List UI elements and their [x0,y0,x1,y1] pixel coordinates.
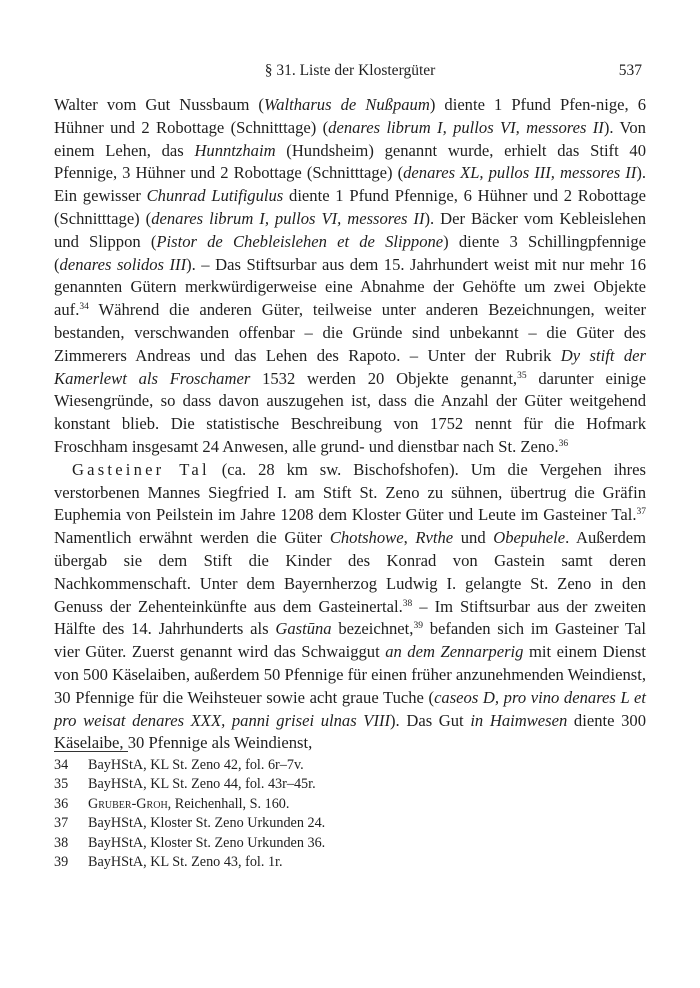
text-run: (Hundsheim) genannt wurde, erhielt das Stift 40 Pfennige, 3 Hühner und 2 Robottage (Schnitttage) ( [54,140,646,183]
running-head: § 31. Liste der Klostergüter [264,62,436,79]
latin-term: denares librum I, pullos VI, messores II [151,208,425,228]
footnote-ref[interactable]: 36 [558,438,569,449]
rubric-title: Dy stift der Kamerlewt als Froschamer [54,345,646,388]
footnote-ref[interactable]: 37 [636,507,646,518]
latin-term: Pistor de Chebleislehen et de Slippone [156,231,444,251]
text-run: 1532 werden 20 Objekte genannt, [250,368,518,388]
footnote-item [54,834,646,853]
footnote-number: 34 [54,757,69,773]
text-run: ). Der Bäcker vom Kebleislehen und Slippon ( [54,208,646,251]
text-run: Namentlich erwähnt werden die Güter [54,528,330,548]
person-name: Chunrad Lutifigulus [146,186,284,206]
footnote-number: 35 [54,776,69,793]
place-name: Gastūna [275,619,332,639]
footnote-number: 36 [54,795,69,812]
text-run: befanden sich im Gasteiner Tal vier Güter. Zuerst genannt wird das Schwaiggut [54,619,647,662]
footnote-ref[interactable]: 34 [79,302,89,313]
latin-term: denares XL, pullos III, messores II [403,163,637,183]
footnote-number: 39 [54,854,69,871]
place-name: Hunntzhaim [194,140,276,160]
text-run: bezeichnet, [331,619,414,639]
footnote-item [54,795,646,814]
author-name: Gruber-Groh [88,795,168,812]
footnote-ref[interactable]: 35 [517,370,527,381]
text-run: darunter einige Wiesengründe, so dass davon auszugehen ist, dass die Anzahl der Güter weitgehend konstant blieb. Die statistische Beschreibung von 1752 nennt für die Hofmark Froschham insgesamt 24 Anwesen, alle grund- und dienstbar nach St. Zeno. [54,368,647,456]
text-run: . Außerdem übergab sie dem Stift die Kinder des Konrad von Gastein samt deren Nachkommenschaft. Unter dem Bayernherzog Ludwig I. gelangte St. Zeno in den Genuss der Zehenteinkünfte aus dem Gasteinertal. [54,528,647,616]
place-name: Chotshowe [329,528,404,548]
text-run: Während die anderen Güter, teilweise unter anderen Bezeichnungen, weiter bestanden, verschwanden offenbar – die Gründe sind unbekannt – die Güter des Zimmerers Andreas und das Lehen des Rapoto. – Unter der Rubrik [54,300,646,365]
place-name: Rvthe [415,528,454,548]
text-run: diente 1 Pfund Pfennige, 6 Hühner und 2 Robottage (Schnitttage) ( [54,186,647,228]
place-name: in Haimwesen [470,710,568,730]
footnote-text: BayHStA, KL St. Zeno 42, fol. 6r–7v. [88,757,304,773]
paragraph-froschham [54,94,646,459]
text-run: und [453,528,494,548]
citation-rest: , Reichenhall, S. 160. [167,795,290,812]
latin-term: denares librum I, pullos VI, messores II [328,117,604,137]
place-name: Obepuhele [493,528,566,548]
place-name: an dem Zennarperig [385,642,524,662]
text-run: ). Ein gewisser [54,163,646,206]
footnote-item [54,814,646,833]
text-run: ) diente 3 Schillingpfennige ( [54,231,646,274]
footnote-text: BayHStA, Kloster St. Zeno Urkunden 36. [88,834,326,851]
footnote-number: 37 [54,815,69,832]
text-run: (ca. 28 km sw. Bischofshofen). Um die Vergehen ihres verstorbenen Mannes Siegfried I. am Stift St. Zeno zu sühnen, übertrug die Gräfin Euphemia von Peilstein im Jahre 1208 dem Kloster Güter und Leute im Gasteiner Tal. [54,459,646,525]
text-run: , [403,528,416,548]
footnote-ref[interactable]: 39 [413,621,423,632]
text-run: mit einem Dienst von 500 Käselaiben, außerdem 50 Pfennige für einen früher anzunehmenden Weindienst, 30 Pfennige für die Weihsteuer sowie acht graue Tuche ( [54,642,646,707]
footnote-item [54,775,646,794]
text-run: – Im Stiftsurbar aus der zweiten Hälfte des 14. Jahrhunderts als [54,596,646,639]
paragraph-gasteiner-tal [54,459,646,755]
footnote-item [54,756,646,775]
footnote-separator [54,751,128,752]
text-run: ). Das Gut [390,710,471,730]
page-number: 537 [618,62,642,79]
latin-term: caseos D, pro vino denares L et pro weisat denares XXX, panni grisei ulnas VIII [54,687,647,730]
footnote-text: BayHStA, KL St. Zeno 44, fol. 43r–45r. [88,776,316,793]
footnote-number: 38 [54,834,69,851]
footnote-ref[interactable]: 38 [402,598,413,609]
footnotes [54,756,646,872]
page-header [54,62,646,84]
section-keyword: Gasteiner Tal [72,459,210,479]
text-run: diente 300 Käselaibe, 30 Pfennige als Weindienst, [54,710,646,753]
footnote-text: BayHStA, Kloster St. Zeno Urkunden 24. [88,815,326,832]
text-run: ). Von einem Lehen, das [54,117,646,160]
footnote-text: BayHStA, KL St. Zeno 43, fol. 1r. [88,854,283,871]
footnote-item [54,853,646,872]
text-run: ) diente 1 Pfund Pfen-nige, 6 Hühner und 2 Robottage (Schnitttage) ( [54,95,646,137]
latin-term: denares solidos III [59,254,187,274]
text-run: ). – Das Stiftsurbar aus dem 15. Jahrhundert weist mit nur mehr 16 genannten Gütern merkwürdigerweise eine Abnahme der Gehöfte um zwei Objekte auf. [54,254,646,320]
main-text [54,94,646,755]
latin-term: Waltharus de Nußpaum [263,95,430,114]
text-run: Walter vom Gut Nussbaum ( [54,95,264,114]
footnote-text [88,795,646,814]
